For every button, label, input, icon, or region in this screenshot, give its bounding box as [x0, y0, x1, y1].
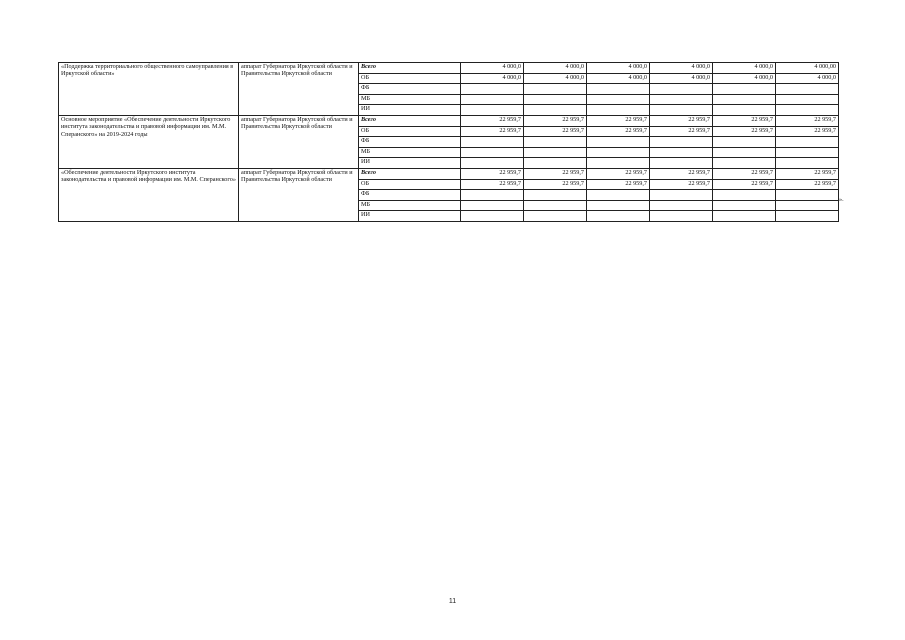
value-cell — [650, 84, 713, 95]
funding-source-cell: ОБ — [359, 179, 461, 190]
value-cell: 22 959,7 — [713, 115, 776, 126]
budget-table — [58, 62, 839, 222]
value-cell — [587, 105, 650, 116]
value-cell: 22 959,7 — [587, 126, 650, 137]
executor-cell: аппарат Губернатора Иркутской области и Правительства Иркутской области — [239, 63, 359, 116]
value-cell — [776, 94, 839, 105]
value-cell: 22 959,7 — [524, 179, 587, 190]
value-cell — [461, 147, 524, 158]
value-cell — [524, 84, 587, 95]
value-cell — [587, 147, 650, 158]
value-cell — [776, 158, 839, 169]
closing-quote: ». — [839, 196, 844, 203]
value-cell: 22 959,7 — [713, 126, 776, 137]
funding-source-cell: Всего — [359, 115, 461, 126]
measure-name-cell: «Поддержка территориального общественного самоуправления в Иркутской области» — [59, 63, 239, 116]
value-cell: 22 959,7 — [776, 126, 839, 137]
value-cell: 22 959,7 — [524, 168, 587, 179]
value-cell — [461, 94, 524, 105]
value-cell — [713, 84, 776, 95]
value-cell: 22 959,7 — [587, 115, 650, 126]
executor-cell: аппарат Губернатора Иркутской области и Правительства Иркутской области — [239, 168, 359, 221]
value-cell — [587, 94, 650, 105]
value-cell: 22 959,7 — [461, 168, 524, 179]
value-cell — [587, 158, 650, 169]
value-cell: 22 959,7 — [524, 126, 587, 137]
funding-source-cell: ИИ — [359, 105, 461, 116]
value-cell: 4 000,0 — [650, 63, 713, 74]
funding-source-cell: МБ — [359, 147, 461, 158]
value-cell — [776, 200, 839, 211]
value-cell: 22 959,7 — [587, 168, 650, 179]
value-cell — [587, 137, 650, 148]
funding-source-cell: Всего — [359, 168, 461, 179]
funding-source-cell: ИИ — [359, 211, 461, 222]
value-cell — [524, 137, 587, 148]
value-cell: 22 959,7 — [650, 179, 713, 190]
value-cell — [587, 190, 650, 201]
value-cell — [461, 211, 524, 222]
table-row — [59, 168, 839, 179]
value-cell — [713, 158, 776, 169]
value-cell — [650, 211, 713, 222]
value-cell — [524, 211, 587, 222]
value-cell — [713, 190, 776, 201]
value-cell — [650, 147, 713, 158]
value-cell — [524, 158, 587, 169]
value-cell — [461, 158, 524, 169]
value-cell — [713, 94, 776, 105]
funding-source-cell: МБ — [359, 94, 461, 105]
value-cell: 4 000,0 — [587, 63, 650, 74]
funding-source-cell: ФБ — [359, 137, 461, 148]
value-cell — [587, 200, 650, 211]
executor-cell: аппарат Губернатора Иркутской области и Правительства Иркутской области — [239, 115, 359, 168]
value-cell — [713, 200, 776, 211]
funding-source-cell: ОБ — [359, 73, 461, 84]
value-cell: 22 959,7 — [713, 168, 776, 179]
value-cell — [650, 105, 713, 116]
value-cell: 22 959,7 — [776, 115, 839, 126]
value-cell — [713, 211, 776, 222]
value-cell — [650, 190, 713, 201]
value-cell: 4 000,0 — [713, 63, 776, 74]
measure-name-cell: «Обеспечение деятельности Иркутского института законодательства и правовой информации им. М.М. Сперанского» — [59, 168, 239, 221]
table-row — [59, 115, 839, 126]
value-cell — [461, 190, 524, 201]
value-cell: 4 000,0 — [524, 73, 587, 84]
value-cell — [587, 211, 650, 222]
value-cell — [776, 147, 839, 158]
funding-source-cell: ФБ — [359, 190, 461, 201]
value-cell — [524, 190, 587, 201]
value-cell — [776, 105, 839, 116]
value-cell — [650, 158, 713, 169]
value-cell — [587, 84, 650, 95]
value-cell: 4 000,0 — [461, 63, 524, 74]
value-cell — [713, 147, 776, 158]
value-cell: 22 959,7 — [776, 168, 839, 179]
value-cell — [713, 137, 776, 148]
value-cell — [524, 94, 587, 105]
page-number: 11 — [448, 598, 457, 605]
value-cell: 22 959,7 — [776, 179, 839, 190]
funding-source-cell: ИИ — [359, 158, 461, 169]
value-cell: 4 000,0 — [650, 73, 713, 84]
value-cell: 22 959,7 — [650, 115, 713, 126]
funding-source-cell: Всего — [359, 63, 461, 74]
funding-source-cell: МБ — [359, 200, 461, 211]
value-cell — [461, 200, 524, 211]
value-cell: 4 000,0 — [524, 63, 587, 74]
table-row — [59, 63, 839, 74]
value-cell — [524, 200, 587, 211]
value-cell: 4 000,00 — [776, 63, 839, 74]
value-cell: 22 959,7 — [524, 115, 587, 126]
value-cell — [461, 105, 524, 116]
value-cell: 22 959,7 — [461, 126, 524, 137]
value-cell — [776, 190, 839, 201]
value-cell — [461, 84, 524, 95]
value-cell: 22 959,7 — [650, 168, 713, 179]
value-cell: 22 959,7 — [461, 179, 524, 190]
value-cell — [776, 137, 839, 148]
value-cell: 22 959,7 — [650, 126, 713, 137]
value-cell: 4 000,0 — [587, 73, 650, 84]
value-cell — [776, 211, 839, 222]
value-cell — [650, 137, 713, 148]
table-body — [59, 63, 839, 222]
value-cell — [524, 147, 587, 158]
value-cell: 22 959,7 — [587, 179, 650, 190]
value-cell — [461, 137, 524, 148]
funding-source-cell: ФБ — [359, 84, 461, 95]
value-cell: 22 959,7 — [461, 115, 524, 126]
value-cell — [650, 94, 713, 105]
value-cell: 4 000,0 — [776, 73, 839, 84]
funding-source-cell: ОБ — [359, 126, 461, 137]
value-cell: 4 000,0 — [461, 73, 524, 84]
value-cell — [776, 84, 839, 95]
value-cell — [524, 105, 587, 116]
value-cell — [650, 200, 713, 211]
measure-name-cell: Основное мероприятие «Обеспечение деятельности Иркутского института законодательства и правовой информации им. М.М. Сперанского» на 2019-2024 годы — [59, 115, 239, 168]
value-cell: 4 000,0 — [713, 73, 776, 84]
value-cell: 22 959,7 — [713, 179, 776, 190]
value-cell — [713, 105, 776, 116]
